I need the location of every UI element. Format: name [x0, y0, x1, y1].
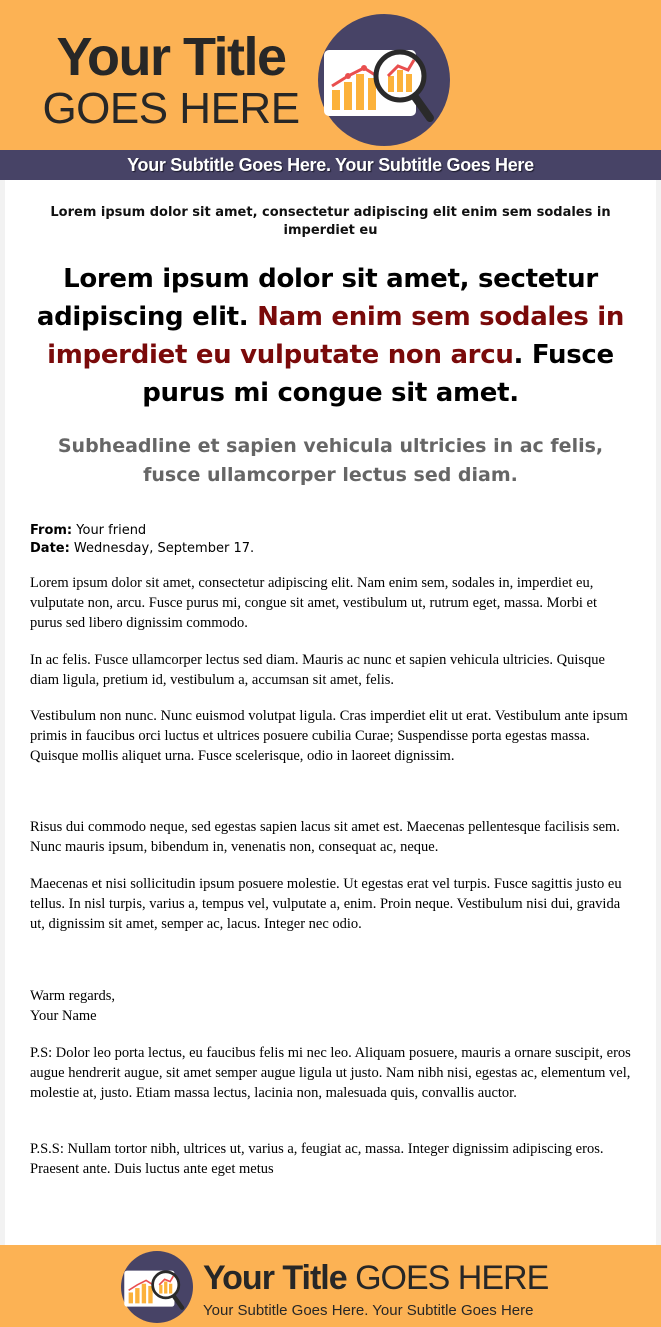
postscript: P.S: Dolor leo porta lectus, eu faucibus felis mi nec leo. Aliquam posuere, mauris a ornare suscipit, eros augue hendrerit augue, sit amet semper augue ligula ut justo. Nam nibh nisi, egestas ac, elementum vel, molestie at, justo. Etiam massa lectus, lacinia non, malesuada quis, convallis auctor. — [30, 1045, 631, 1101]
date-label: Date: — [30, 541, 70, 556]
body-paragraph: Vestibulum non nunc. Nunc euismod volutpat ligula. Cras imperdiet elit ut erat. Vestibulum ante ipsum primis in faucibus orci luctus et ultrices posuere cubilia Curae; Suspendisse porta egestas massa. Quisque mollis aliquet urna. Fusce scelerisque, odio in laoreet dignissim. — [30, 708, 628, 764]
subheadline: Subheadline et sapien vehicula ultricies in ac felis, fusce ullamcorper lectus sed diam. — [57, 435, 604, 486]
header-title-sub: GOES HERE — [42, 84, 300, 133]
header-subtitle: Your Subtitle Goes Here. Your Subtitle Goes Here — [127, 155, 534, 175]
header-banner — [0, 0, 661, 150]
footer-title — [203, 1258, 548, 1298]
date-value: Wednesday, September 17. — [69, 541, 255, 556]
closing-line: Warm regards, — [30, 988, 115, 1004]
footer-subtitle: Your Subtitle Goes Here. Your Subtitle Goes Here — [203, 1302, 534, 1319]
letter-content — [5, 180, 656, 1245]
footer-title-bold: Your Title — [203, 1259, 347, 1297]
footer-banner — [0, 1245, 661, 1327]
headline-highlight: Nam enim sem sodales in imperdiet eu vulputate non arcu — [47, 302, 625, 370]
post-postscript: P.S.S: Nullam tortor nibh, ultrices ut, varius a, feugiat ac, massa. Integer dignissim adipiscing eros. Praesent ante. Duis luctus ante eget metus — [30, 1141, 604, 1177]
header-title-main: Your Title — [56, 27, 286, 87]
headline-part2: . Fusce purus mi congue sit amet. — [142, 340, 614, 408]
from-label: From: — [30, 523, 73, 538]
header-title — [26, 28, 316, 132]
letter-meta — [30, 522, 254, 558]
subtitle-bar — [0, 150, 661, 180]
preheadline: Lorem ipsum dolor sit amet, consectetur adipiscing elit enim sem sodales in imperdiet eu — [50, 205, 611, 238]
body-paragraph: Maecenas et nisi sollicitudin ipsum posuere molestie. Ut egestas erat vel turpis. Fusce sagittis justo eu tellus. In nisl turpis, varius a, tempus vel, vulputate a, enim. Proin neque. Vestibulum nisi dui, gravida ut, dignissim sit amet, semper ac, lacus. Integer nec odio. — [30, 876, 622, 932]
body-paragraph: Lorem ipsum dolor sit amet, consectetur adipiscing elit. Nam enim sem, sodales in, imperdiet eu, vulputate non, arcu. Fusce purus mi, congue sit amet, vestibulum ut, rutrum eget, massa. Morbi et purus sed libero dignissim commodo. — [30, 575, 598, 631]
headline — [25, 260, 636, 412]
from-value: Your friend — [72, 523, 147, 538]
footer-title-rest: GOES HERE — [346, 1259, 549, 1297]
analytics-magnifier-icon — [121, 1251, 193, 1323]
body-paragraph: Risus dui commodo neque, sed egestas sapien lacus sit amet est. Maecenas pellentesque facilisis sem. Nunc mauris ipsum, bibendum in, venenatis non, consequat ac, neque. — [30, 819, 620, 855]
signature: Your Name — [30, 1008, 97, 1024]
headline-part1: Lorem ipsum dolor sit amet, sectetur adipiscing elit. — [36, 264, 598, 332]
body-paragraph: In ac felis. Fusce ullamcorper lectus sed diam. Mauris ac nunc et sapien vehicula ultricies. Quisque diam ligula, pretium id, vestibulum a, accumsan sit amet, felis. — [30, 652, 605, 688]
analytics-magnifier-icon — [318, 14, 450, 146]
